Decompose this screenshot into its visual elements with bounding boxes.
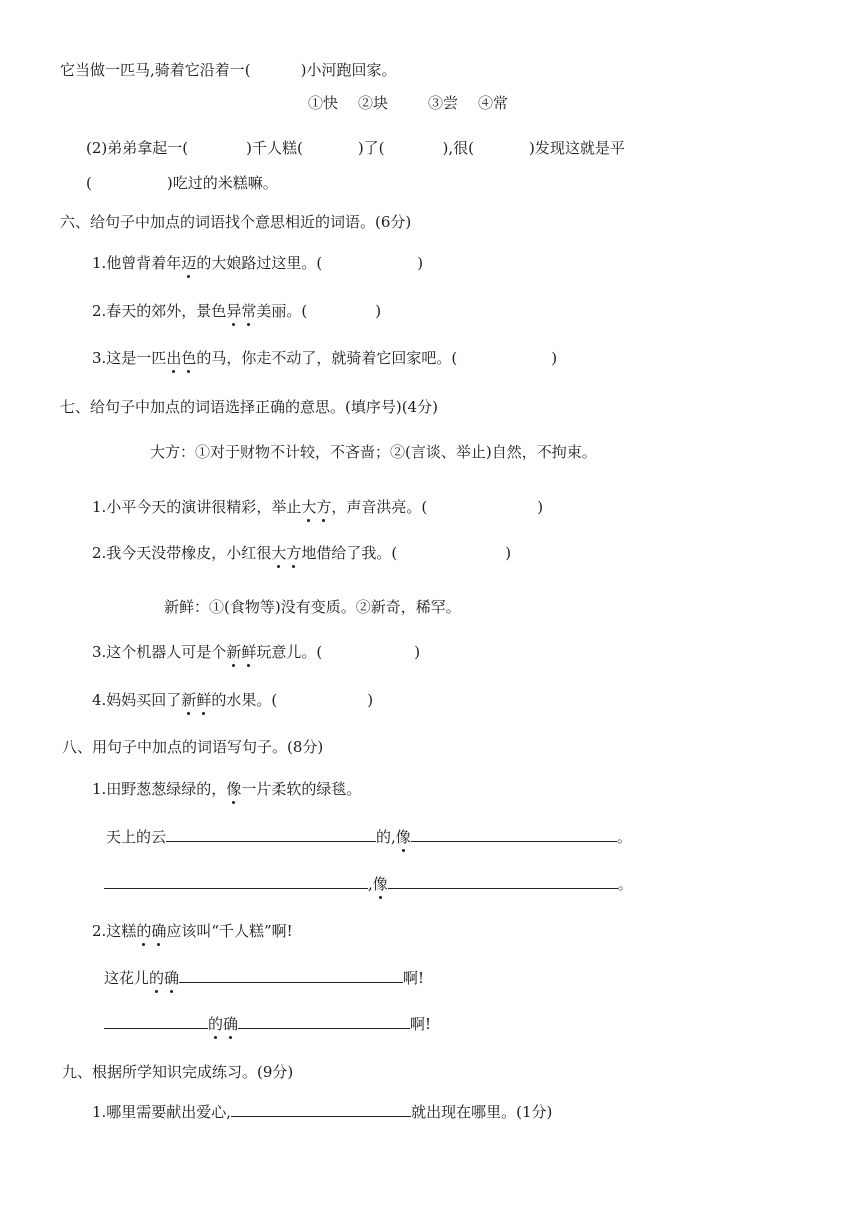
answer-line[interactable] bbox=[166, 827, 376, 842]
q7-sentence-2: 2.我今天没带橡皮，小红很大方地借给了我。( ) bbox=[92, 544, 512, 562]
q8-sentence-2: 2.这糕的确应该叫“千人糕”啊! bbox=[92, 922, 293, 940]
q7-sentence-3: 3.这个机器人可是个新鲜玩意儿。( ) bbox=[92, 643, 421, 661]
q8-write-1: 天上的云 的,像 。 bbox=[106, 828, 632, 846]
q6-sentence-2: 2.春天的郊外，景色异常美丽。( ) bbox=[92, 302, 382, 320]
q9-sentence-1: 1.哪里需要献出爱心, 就出现在哪里。(1分) bbox=[92, 1103, 553, 1121]
answer-line[interactable] bbox=[231, 1102, 411, 1117]
q6-sentence-3: 3.这是一匹出色的马，你走不动了，就骑着它回家吧。( ) bbox=[92, 349, 558, 367]
q8-heading: 八、用句子中加点的词语写句子。(8分) bbox=[62, 738, 324, 756]
q8-write-4: 的确 啊! bbox=[104, 1014, 431, 1034]
option-4: ④常 bbox=[478, 94, 509, 112]
q5-options bbox=[308, 93, 528, 113]
q8-write-2: ,像 。 bbox=[104, 874, 633, 894]
answer-line[interactable] bbox=[388, 874, 618, 889]
option-3: ③尝 bbox=[428, 94, 459, 112]
option-1: ①快 bbox=[308, 94, 339, 112]
q5-line2: (2)弟弟拿起一( )千人糕( )了( ),很( )发现这就是平 bbox=[86, 139, 625, 157]
answer-line[interactable] bbox=[238, 1014, 410, 1029]
q9-heading: 九、根据所学知识完成练习。(9分) bbox=[62, 1063, 294, 1081]
q8-write-3: 这花儿的确 啊! bbox=[104, 969, 425, 987]
answer-line[interactable] bbox=[104, 1014, 208, 1029]
q7-heading: 七、给句子中加点的词语选择正确的意思。(填序号)(4分) bbox=[60, 398, 438, 416]
q7-definition-dafang: 大方：①对于财物不计较，不吝啬；②(言谈、举止)自然，不拘束。 bbox=[150, 443, 597, 461]
q7-sentence-4: 4.妈妈买回了新鲜的水果。( ) bbox=[92, 691, 374, 709]
q5-line1: 它当做一匹马,骑着它沿着一( )小河跑回家。 bbox=[60, 61, 397, 79]
q7-sentence-1: 1.小平今天的演讲很精彩，举止大方，声音洪亮。( ) bbox=[92, 498, 544, 516]
option-2: ②块 bbox=[358, 94, 389, 112]
q8-sentence-1: 1.田野葱葱绿绿的，像一片柔软的绿毯。 bbox=[92, 780, 362, 798]
q6-sentence-1: 1.他曾背着年迈的大娘路过这里。( ) bbox=[92, 254, 424, 272]
q5-line3: ( )吃过的米糕嘛。 bbox=[86, 174, 278, 192]
answer-line[interactable] bbox=[104, 874, 368, 889]
q7-definition-xinxian: 新鲜：①(食物等)没有变质。②新奇，稀罕。 bbox=[164, 598, 461, 616]
answer-line[interactable] bbox=[179, 968, 403, 983]
answer-line[interactable] bbox=[411, 827, 617, 842]
q6-heading: 六、给句子中加点的词语找个意思相近的词语。(6分) bbox=[60, 213, 412, 231]
